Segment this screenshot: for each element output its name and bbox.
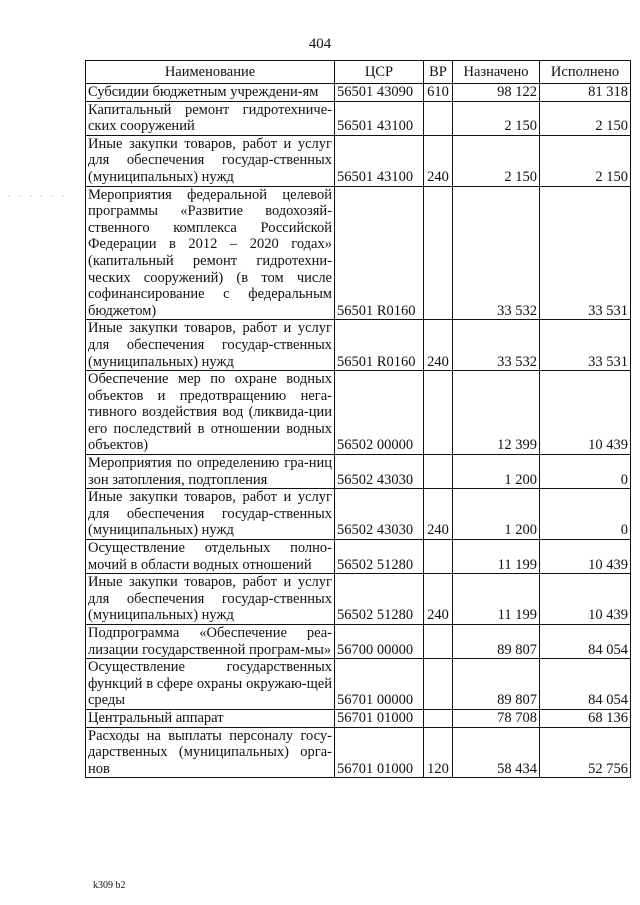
- table-row: [86, 540, 631, 574]
- row-vr: [424, 540, 453, 574]
- table-row: [86, 186, 631, 320]
- page-number: 404: [308, 36, 332, 52]
- row-assigned: 2 150: [453, 101, 540, 135]
- row-assigned: 33 532: [453, 186, 540, 320]
- row-assigned: 1 200: [453, 489, 540, 540]
- row-executed: 2 150: [540, 135, 631, 186]
- row-name: Субсидии бюджетным учреждени-ям: [86, 84, 335, 102]
- table-row: [86, 709, 631, 727]
- row-vr: [424, 625, 453, 659]
- row-name: Центральный аппарат: [86, 709, 335, 727]
- row-name: Расходы на выплаты персоналу госу-дарственных (муниципальных) орга-нов: [86, 727, 335, 778]
- margin-scan-marks: · · · · · ·: [8, 192, 67, 201]
- row-name: Обеспечение мер по охране водных объектов и предотвращению нега-тивного воздействия вод (ликвида-ции его последствий в отношении водных объектов): [86, 371, 335, 455]
- row-name: Иные закупки товаров, работ и услуг для обеспечения государ-ственных (муниципальных) нужд: [86, 320, 335, 371]
- row-name: Иные закупки товаров, работ и услуг для обеспечения государ-ственных (муниципальных) нужд: [86, 135, 335, 186]
- row-vr: 610: [424, 84, 453, 102]
- row-csr: 56501 43100: [335, 135, 424, 186]
- row-csr: 56501 43090: [335, 84, 424, 102]
- row-executed: 10 439: [540, 540, 631, 574]
- row-vr: [424, 659, 453, 710]
- row-csr: 56700 00000: [335, 625, 424, 659]
- row-assigned: 78 708: [453, 709, 540, 727]
- row-csr: 56502 51280: [335, 540, 424, 574]
- header-row: [86, 61, 631, 84]
- budget-table: [85, 60, 631, 778]
- row-assigned: 1 200: [453, 455, 540, 489]
- table-row: [86, 625, 631, 659]
- row-vr: [424, 455, 453, 489]
- row-vr: [424, 709, 453, 727]
- row-executed: 2 150: [540, 101, 631, 135]
- row-name: Осуществление государственных функций в сфере охраны окружаю-щей среды: [86, 659, 335, 710]
- row-csr: 56502 43030: [335, 489, 424, 540]
- row-csr: 56501 R0160: [335, 320, 424, 371]
- row-executed: 81 318: [540, 84, 631, 102]
- row-vr: 240: [424, 135, 453, 186]
- row-assigned: 98 122: [453, 84, 540, 102]
- row-executed: 84 054: [540, 659, 631, 710]
- table-row: [86, 135, 631, 186]
- row-csr: 56501 R0160: [335, 186, 424, 320]
- row-name: Иные закупки товаров, работ и услуг для обеспечения государ-ственных (муниципальных) нужд: [86, 489, 335, 540]
- header-name: Наименование: [86, 61, 335, 84]
- row-assigned: 11 199: [453, 540, 540, 574]
- row-assigned: 2 150: [453, 135, 540, 186]
- row-name: Мероприятия федеральной целевой программы «Развитие водохозяй-ственного комплекса Российской Федерации в 2012 – 2020 годах» (капитальный ремонт гидротехни-ческих сооружений) (в том числе софинансирование с федеральным бюджетом): [86, 186, 335, 320]
- row-csr: 56701 00000: [335, 659, 424, 710]
- row-executed: 52 756: [540, 727, 631, 778]
- row-assigned: 89 807: [453, 625, 540, 659]
- row-name: Подпрограмма «Обеспечение реа-лизации государственной програм-мы»: [86, 625, 335, 659]
- table-header: [86, 61, 631, 84]
- row-csr: 56701 01000: [335, 709, 424, 727]
- header-csr: ЦСР: [335, 61, 424, 84]
- row-csr: 56502 00000: [335, 371, 424, 455]
- table-row: [86, 84, 631, 102]
- row-csr: 56501 43100: [335, 101, 424, 135]
- row-vr: [424, 186, 453, 320]
- row-vr: 240: [424, 574, 453, 625]
- row-name: Капитальный ремонт гидротехниче-ских сооружений: [86, 101, 335, 135]
- header-executed: Исполнено: [540, 61, 631, 84]
- row-csr: 56502 43030: [335, 455, 424, 489]
- table-row: [86, 455, 631, 489]
- row-vr: 240: [424, 320, 453, 371]
- table-row: [86, 659, 631, 710]
- row-assigned: 89 807: [453, 659, 540, 710]
- table-row: [86, 727, 631, 778]
- header-vr: ВР: [424, 61, 453, 84]
- row-executed: 0: [540, 489, 631, 540]
- row-executed: 0: [540, 455, 631, 489]
- table-row: [86, 101, 631, 135]
- row-csr: 56701 01000: [335, 727, 424, 778]
- row-name: Иные закупки товаров, работ и услуг для обеспечения государ-ственных (муниципальных) нужд: [86, 574, 335, 625]
- table-body: [86, 84, 631, 778]
- row-executed: 68 136: [540, 709, 631, 727]
- row-executed: 33 531: [540, 320, 631, 371]
- table-row: [86, 371, 631, 455]
- table-row: [86, 574, 631, 625]
- row-vr: [424, 101, 453, 135]
- row-name: Мероприятия по определению гра-ниц зон затопления, подтопления: [86, 455, 335, 489]
- row-vr: 120: [424, 727, 453, 778]
- table-row: [86, 320, 631, 371]
- row-vr: [424, 371, 453, 455]
- header-assigned: Назначено: [453, 61, 540, 84]
- row-executed: 33 531: [540, 186, 631, 320]
- row-assigned: 58 434: [453, 727, 540, 778]
- row-vr: 240: [424, 489, 453, 540]
- row-assigned: 12 399: [453, 371, 540, 455]
- row-assigned: 11 199: [453, 574, 540, 625]
- row-executed: 10 439: [540, 574, 631, 625]
- row-assigned: 33 532: [453, 320, 540, 371]
- row-csr: 56502 51280: [335, 574, 424, 625]
- table-row: [86, 489, 631, 540]
- row-name: Осуществление отдельных полно-мочий в области водных отношений: [86, 540, 335, 574]
- row-executed: 84 054: [540, 625, 631, 659]
- footer-stamp: k309 b2: [93, 880, 126, 891]
- row-executed: 10 439: [540, 371, 631, 455]
